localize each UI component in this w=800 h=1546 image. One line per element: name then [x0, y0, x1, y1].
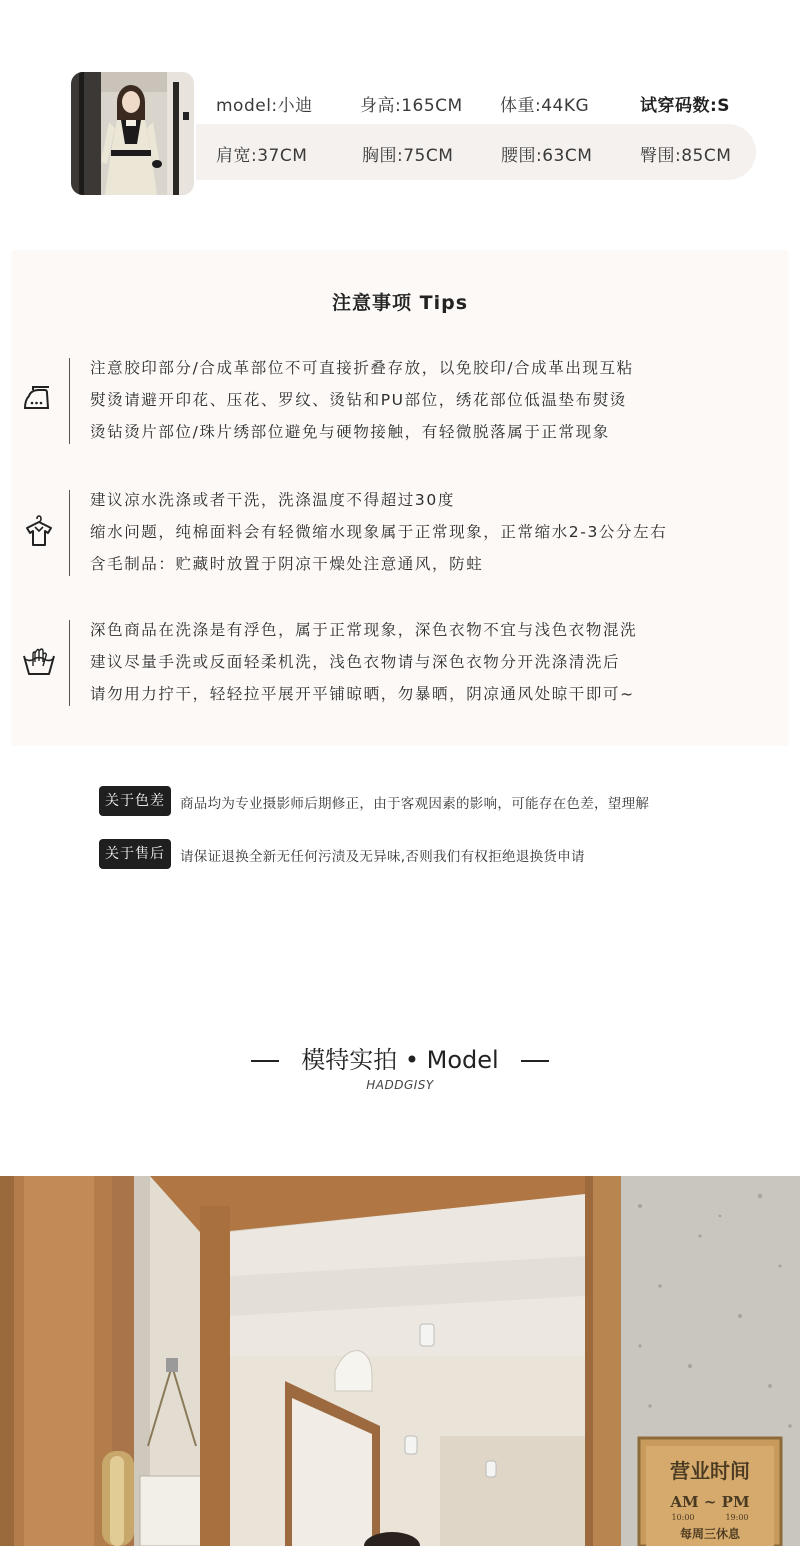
- tip-line: 含毛制品：贮藏时放置于阴凉干燥处注意通风，防蛀: [90, 555, 484, 573]
- heading-dash-left: [251, 1060, 279, 1062]
- sign-closed-day: 每周三休息: [679, 1527, 741, 1541]
- sign-hours-pm: 19:00: [725, 1513, 749, 1522]
- height-stat: 身高:165CM: [360, 96, 463, 116]
- after-sales-text: 请保证退换全新无任何污渍及无异味,否则我们有权拒绝退换货申请: [180, 849, 585, 865]
- color-difference-notice: [99, 786, 739, 816]
- color-difference-text: 商品均为专业摄影师后期修正，由于客观因素的影响，可能存在色差，望理解: [180, 796, 650, 812]
- hip-stat: 臀围:85CM: [640, 146, 732, 166]
- tip-divider: [69, 620, 70, 706]
- tip-line: 烫钻烫片部位/珠片绣部位避免与硬物接触，有轻微脱落属于正常现象: [90, 423, 610, 441]
- tip-line: 熨烫请避开印花、压花、罗纹、烫钻和PU部位，绣花部位低温垫布熨烫: [90, 391, 627, 409]
- after-sales-notice: [99, 839, 739, 869]
- tip-group-hand-wash: [11, 618, 789, 714]
- sign-am-pm: AM ~ PM: [670, 1493, 750, 1511]
- try-on-size-stat: 试穿码数:S: [640, 96, 731, 116]
- tip-group-ironing: [11, 356, 789, 452]
- tip-line: 深色商品在洗涤是有浮色，属于正常现象，深色衣物不宜与浅色衣物混洗: [90, 621, 638, 639]
- tips-title: 注意事项 Tips: [332, 292, 468, 314]
- tip-line: 请勿用力拧干，轻轻拉平展开平铺晾晒，勿暴晒，阴凉通风处晾干即可~: [90, 685, 635, 703]
- after-sales-badge: 关于售后: [99, 839, 171, 869]
- model-section-heading: [0, 1040, 800, 1075]
- tip-divider: [69, 358, 70, 444]
- waist-stat: 腰围:63CM: [501, 146, 593, 166]
- sign-title: 营业时间: [670, 1459, 750, 1483]
- tip-line: 缩水问题，纯棉面料会有轻微缩水现象属于正常现象，正常缩水2-3公分左右: [90, 523, 668, 541]
- iron-icon: [21, 382, 57, 416]
- tip-line: 建议凉水洗涤或者干洗，洗涤温度不得超过30度: [90, 491, 455, 509]
- model-photo-storefront: [0, 1176, 800, 1546]
- sign-hours-am: 10:00: [671, 1513, 695, 1522]
- model-name: model:小迪: [216, 96, 313, 116]
- care-tips-card: [11, 250, 789, 746]
- tip-group-washing: [11, 488, 789, 584]
- hand-wash-icon: [21, 644, 57, 678]
- model-section-title: 模特实拍 • Model: [301, 1046, 499, 1074]
- brand-subtitle: HADDGISY: [366, 1078, 434, 1092]
- bust-stat: 胸围:75CM: [362, 146, 454, 166]
- heading-dash-right: [521, 1060, 549, 1062]
- tip-line: 注意胶印部分/合成革部位不可直接折叠存放，以免胶印/合成革出现互粘: [90, 359, 634, 377]
- model-stats-row-2: [196, 124, 756, 180]
- shoulder-stat: 肩宽:37CM: [216, 146, 308, 166]
- model-photo: [71, 72, 194, 195]
- shirt-hanger-icon: [21, 514, 57, 548]
- tip-divider: [69, 490, 70, 576]
- color-difference-badge: 关于色差: [99, 786, 171, 816]
- model-stats-row-1: [196, 78, 756, 126]
- tip-line: 建议尽量手洗或反面轻柔机洗，浅色衣物请与深色衣物分开洗涤清洗后: [90, 653, 621, 671]
- weight-stat: 体重:44KG: [500, 96, 590, 116]
